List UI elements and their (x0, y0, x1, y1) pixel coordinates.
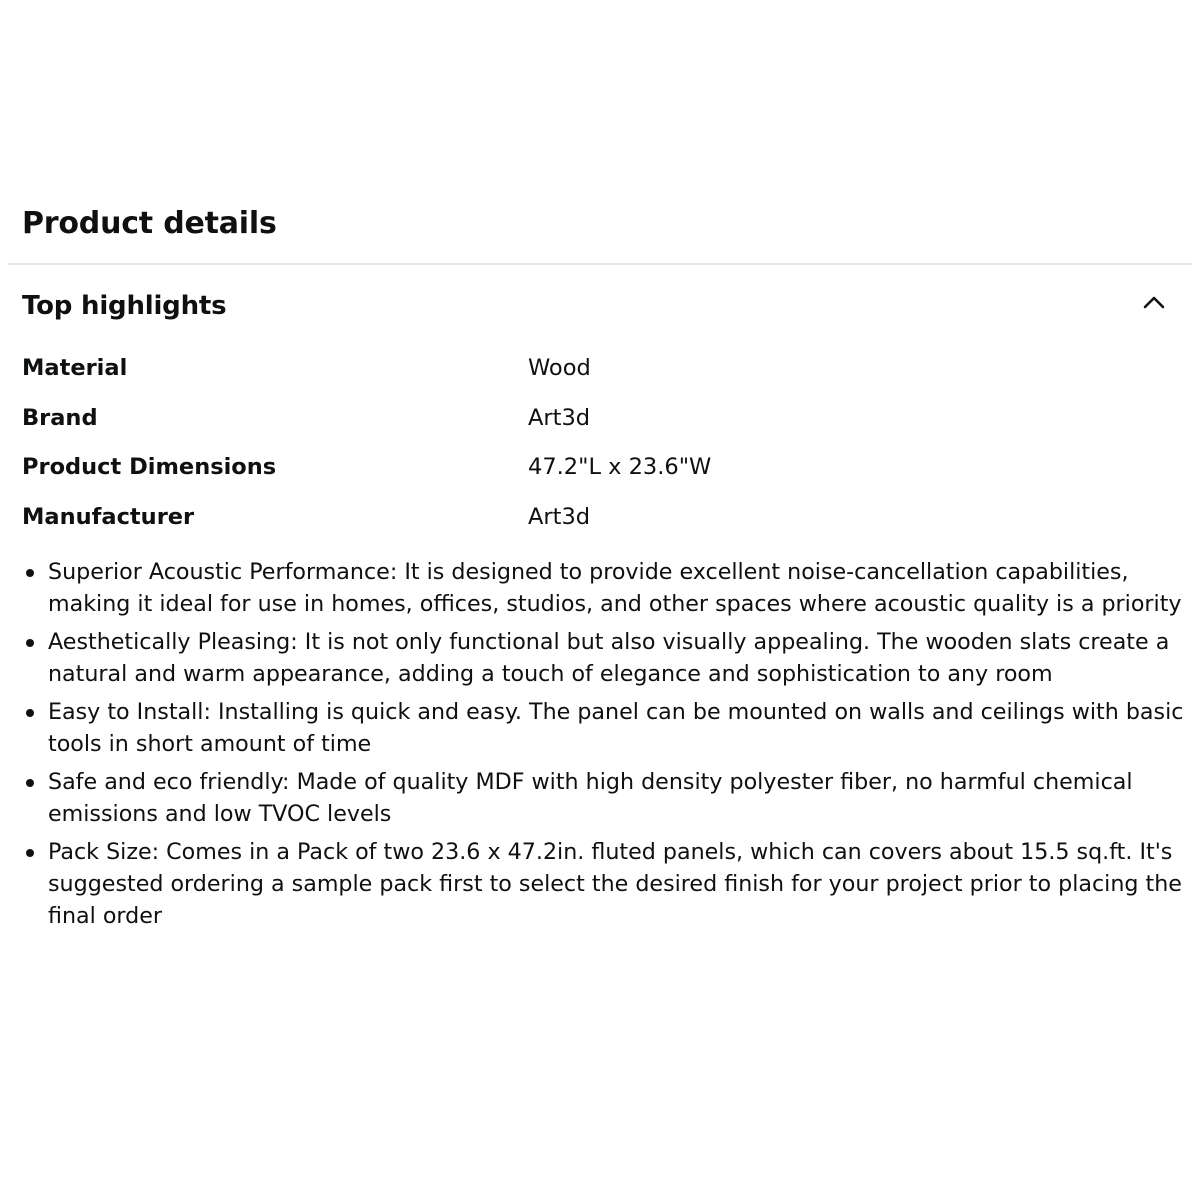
spec-label: Brand (22, 404, 98, 431)
section-divider (8, 263, 1192, 265)
feature-bullet-list (0, 556, 1190, 938)
section-title: Top highlights (22, 291, 227, 321)
spec-row-dimensions (22, 445, 1172, 495)
feature-bullet (0, 626, 1190, 690)
feature-bullet-text: Easy to Install: Installing is quick and easy. The panel can be mounted on walls and ceilings with basic tools in short amount of time (48, 699, 1184, 757)
spec-row-brand (22, 396, 1172, 446)
spec-row-manufacturer (22, 495, 1172, 545)
feature-bullet-text: Safe and eco friendly: Made of quality MDF with high density polyester fiber, no harmful chemical emissions and low TVOC levels (48, 769, 1133, 827)
spec-value: Art3d (528, 404, 591, 431)
top-highlights-header[interactable] (8, 280, 1188, 336)
feature-bullet (0, 556, 1190, 620)
feature-bullet-text: Aesthetically Pleasing: It is not only functional but also visually appealing. The wooden slats create a natural and warm appearance, adding a touch of elegance and sophistication to any room (48, 629, 1170, 687)
feature-bullet (0, 696, 1190, 760)
spec-label: Material (22, 355, 128, 381)
page-title: Product details (22, 206, 277, 241)
feature-bullet-text: Pack Size: Comes in a Pack of two 23.6 x 47.2in. fluted panels, which can covers about 15.5 sq.ft. It's suggested ordering a sample pack first to select the desired finish for your project prior to placing the final order (48, 839, 1182, 929)
bullet-dot-icon (26, 709, 34, 717)
spec-row-material (22, 346, 1172, 396)
feature-bullet (0, 836, 1190, 932)
spec-table (22, 346, 1172, 545)
bullet-dot-icon (26, 639, 34, 647)
spec-value: 47.2"L x 23.6"W (528, 454, 712, 481)
spec-label: Manufacturer (22, 504, 195, 531)
chevron-up-icon[interactable] (1140, 290, 1168, 314)
spec-label: Product Dimensions (22, 454, 277, 481)
bullet-dot-icon (26, 569, 34, 577)
feature-bullet (0, 766, 1190, 830)
spec-value: Art3d (528, 504, 591, 531)
spec-value: Wood (528, 355, 591, 381)
bullet-dot-icon (26, 779, 34, 787)
feature-bullet-text: Superior Acoustic Performance: It is designed to provide excellent noise-cancellation capabilities, making it ideal for use in homes, offices, studios, and other spaces where acoustic quality is a priority (48, 559, 1182, 617)
bullet-dot-icon (26, 849, 34, 857)
